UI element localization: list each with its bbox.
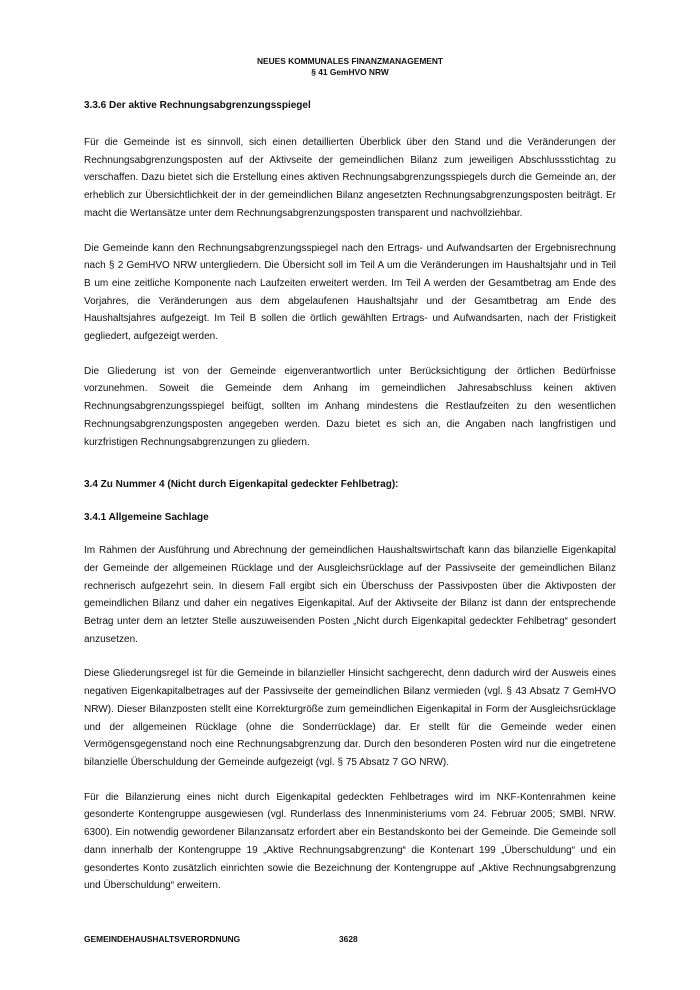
paragraph: Für die Bilanzierung eines nicht durch Eigenkapital gedeckten Fehlbetrages wird im NKF-Kontenrahmen keine gesonderte Kontengruppe ausgewiesen (vgl. Runderlass des Innenministeriums vom 24. Februar 2005; SMBl. NRW. 6300). Ein notwendig gewordener Bilanzansatz erfordert aber ein Bestandskonto bei der Gemeinde. Die Gemeinde soll dann innerhalb der Kontengruppe 19 „Aktive Rechnungsabgrenzung“ die Kontenart 199 „Überschuldung“ und ein gesondertes Konto zusätzlich einrichten sowie die Bezeichnung der Kontengruppe auf „Aktive Rechnungsabgrenzung und Überschuldung“ erweitern. — [84, 791, 616, 892]
paragraph: Für die Gemeinde ist es sinnvoll, sich einen detaillierten Überblick über den Stand und die Veränderungen der Rechnungsabgrenzungsposten auf der Aktivseite der gemeindlichen Bilanz zum jeweiligen Abschlussstichtag zu verschaffen. Dazu bietet sich die Erstellung eines aktiven Rechnungsabgrenzungsspiegels durch die Gemeinde an, der erheblich zur Übersichtlichkeit der in der gemeindlichen Bilanz angesetzten Rechnungsabgrenzungsposten beiträgt. Er macht die Wertansätze unter dem Rechnungsabgrenzungsposten transparent und nachvollziehbar. — [84, 137, 616, 219]
header-title: NEUES KOMMUNALES FINANZMANAGEMENT — [256, 56, 444, 66]
page-number: 3628 — [339, 934, 358, 944]
paragraph: Die Gemeinde kann den Rechnungsabgrenzungsspiegel nach den Ertrags- und Aufwandsarten der Ergebnisrechnung nach § 2 GemHVO NRW untergliedern. Die Übersicht soll im Teil A um die Veränderungen im Haushaltsjahr und in Teil B um eine zeitliche Komponente nach Laufzeiten erweitert werden. Im Teil A werden der Gesamtbetrag am Ende des Vorjahres, die Veränderungen aus dem abgelaufenen Haushaltsjahr und der Gesamtbetrag am Ende des Haushaltsjahres aufgezeigt. Im Teil B sollen die örtlich gewählten Ertrags- und Aufwandsarten, nach der Fristigkeit gegliedert, aufgezeigt werden. — [84, 242, 616, 343]
footer-title: GEMEINDEHAUSHALTSVERORDNUNG — [84, 934, 241, 944]
document-body — [84, 99, 616, 895]
header-subtitle: § 41 GemHVO NRW — [311, 67, 389, 77]
paragraph: Diese Gliederungsregel ist für die Gemeinde in bilanzieller Hinsicht sachgerecht, denn dadurch wird der Ausweis eines negativen Eigenkapitalbetrages auf der Passivseite der gemeindlichen Bilanz vermieden (vgl. § 43 Absatz 7 GemHVO NRW). Dieser Bilanzposten stellt eine Korrekturgröße zum gemeindlichen Eigenkapital in Form der Ausgleichsrücklage und der allgemeinen Rücklage (ohne die Sonderrücklage) dar. Er stellt für die Gemeinde weder einen Vermögensgegenstand noch eine Rechnungsabgrenzung dar. Durch den besonderen Posten wird nur die eingetretene bilanzielle Überschuldung der Gemeinde aufgezeigt (vgl. § 75 Absatz 7 GO NRW). — [84, 668, 616, 768]
section-heading-3-4-1: 3.4.1 Allgemeine Sachlage — [84, 512, 209, 524]
page-header — [0, 56, 700, 78]
section-heading-3-3-6: 3.3.6 Der aktive Rechnungsabgrenzungsspiegel — [84, 100, 311, 111]
paragraph: Die Gliederung ist von der Gemeinde eigenverantwortlich unter Berücksichtigung der örtlichen Bedürfnisse vorzunehmen. Soweit die Gemeinde dem Anhang im gemeindlichen Jahresabschluss keinen aktiven Rechnungsabgrenzungsspiegel beifügt, sollten im Anhang mindestens die Restlaufzeiten zu den wesentlichen Rechnungsabgrenzungsposten angegeben werden. Dazu bietet es sich an, die Angaben nach langfristigen und kurzfristigen Rechnungsabgrenzungen zu gliedern. — [84, 365, 616, 448]
paragraph: Im Rahmen der Ausführung und Abrechnung der gemeindlichen Haushaltswirtschaft kann das bilanzielle Eigenkapital der Gemeinde der allgemeinen Rücklage und der Ausgleichsrücklage auf der Passivseite der gemeindlichen Bilanz rechnerisch aufgezehrt sein. In diesem Fall ergibt sich ein Überschuss der Passivposten über die Aktivposten der gemeindlichen Bilanz und daher ein negatives Eigenkapital. Auf der Aktivseite der Bilanz ist dann der entsprechende Betrag unter dem an letzter Stelle auszuweisenden Posten „Nicht durch Eigenkapital gedeckter Fehlbetrag“ gesondert anzusetzen. — [84, 545, 616, 645]
section-heading-3-4: 3.4 Zu Nummer 4 (Nicht durch Eigenkapital gedeckter Fehlbetrag): — [84, 479, 399, 491]
